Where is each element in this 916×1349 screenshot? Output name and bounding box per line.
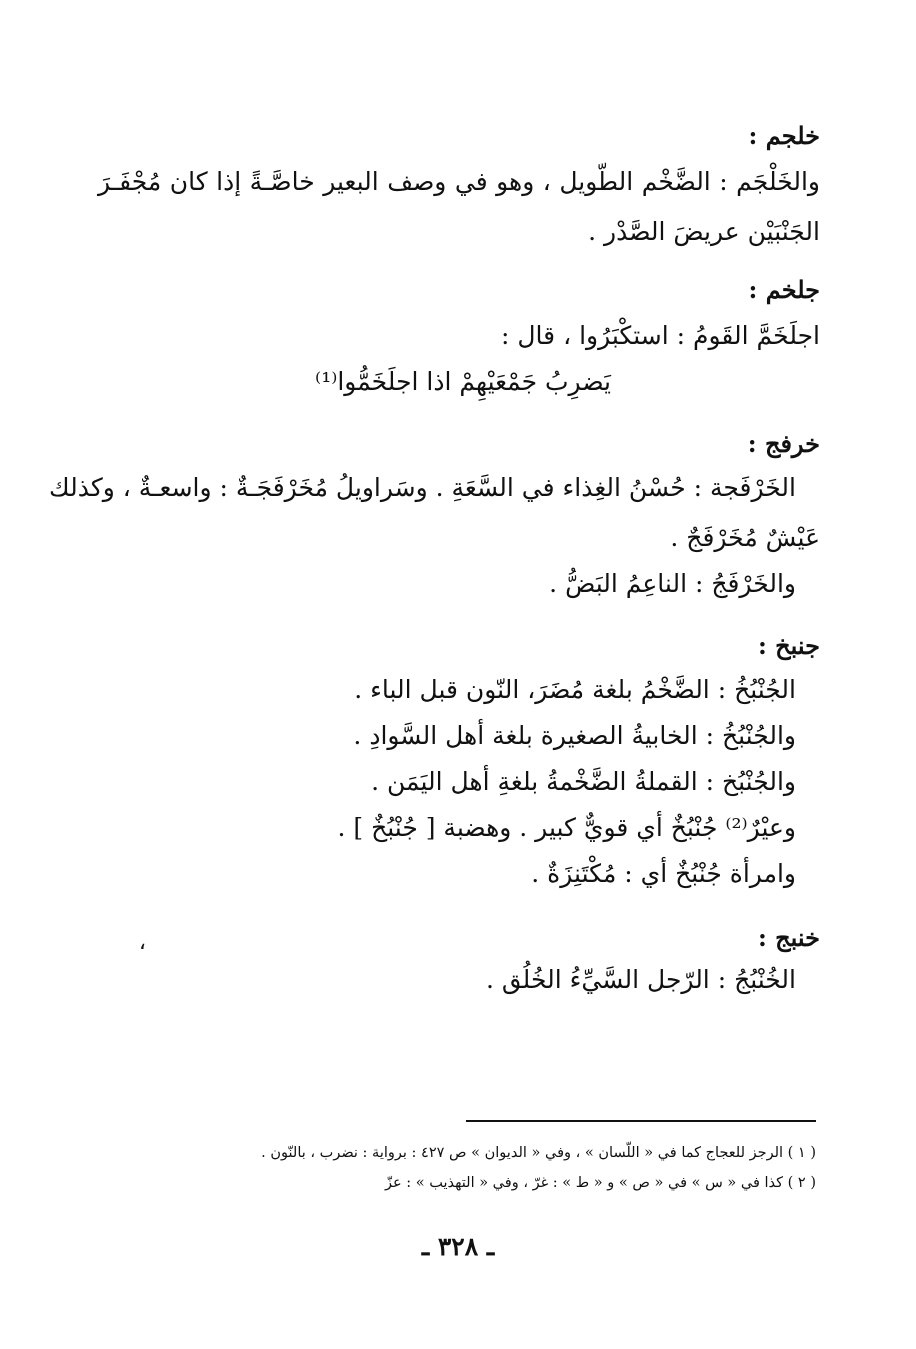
entry-line: الجُنْبُخُ : الضَّخْمُ بلغة مُضَرَ، النّون قبل الباء . — [354, 675, 796, 704]
entry-heading: جلخم : — [748, 275, 820, 304]
entry-line: الجَنْبَيْن عريضَ الصَّدْر . — [588, 217, 820, 246]
entry-line: اجلَخَمَّ القَومُ : استكْبَرُوا ، قال : — [501, 321, 820, 350]
entry-heading: خرفج : — [747, 429, 820, 458]
footnote-2: ( ٢ ) كذا في « س » في « ص » و « ط » : غرّ ، وفي « التهذيب » : عزّ — [384, 1175, 816, 1191]
entry-line: عَيْشٌ مُخَرْفَجٌ . — [670, 523, 820, 552]
entry-line: والجُنْبُخ : القملةُ الضَّخْمةُ بلغةِ أهل اليَمَن . — [371, 767, 796, 796]
entry-line: وامرأة جُنْبُخٌ أي : مُكْتَنِزَةٌ . — [531, 859, 796, 888]
entry-line: الخُنْبُجُ : الرّجل السَّيِّءُ الخُلُق . — [485, 965, 796, 994]
page-number: ـ ٣٢٨ ـ — [421, 1232, 495, 1261]
entry-line: والجُنْبُخُ : الخابيةُ الصغيرة بلغة أهل السَّوادِ . — [353, 721, 796, 750]
footnote-divider — [466, 1120, 816, 1122]
entry-heading: خلجم : — [748, 121, 820, 150]
stray-mark: ، — [138, 930, 146, 955]
entry-line: والخَرْفَجُ : الناعِمُ البَضُّ . — [549, 569, 796, 598]
verse-line: يَضرِبُ جَمْعَيْهِمْ اذا اجلَخَمُّوا⁽¹⁾ — [315, 367, 611, 396]
entry-heading: جنبخ : — [757, 631, 820, 660]
entry-line: وعيْرٌ⁽²⁾ جُنْبُخٌ أي قويٌّ كبير . وهضبة [ جُنْبُخٌ ] . — [337, 813, 796, 842]
entry-line: والخَلْجَم : الضَّخْم الطّويل ، وهو في وصف البعير خاصَّـةً إذا كان مُجْفَـرَ — [98, 167, 820, 196]
entry-heading: خنبج : — [757, 923, 820, 952]
entry-line: الخَرْفَجة : حُسْنُ الغِذاء في السَّعَةِ . وسَراويلُ مُخَرْفَجَـةٌ : واسعـةٌ ، وكذلك — [49, 473, 796, 502]
footnote-1: ( ١ ) الرجز للعجاج كما في « اللّسان » ، وفي « الديوان » ص ٤٢٧ : برواية : نضرب ، بالنّون . — [261, 1145, 816, 1161]
